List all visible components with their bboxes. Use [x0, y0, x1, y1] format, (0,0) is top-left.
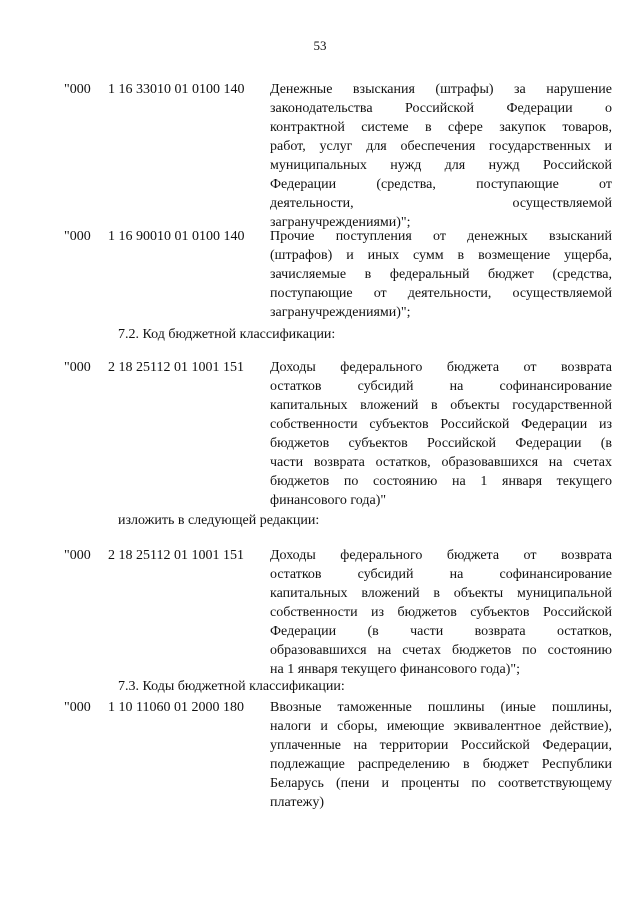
description-line: законодательства Российской Федерации о [270, 101, 612, 116]
page-number: 53 [313, 38, 327, 53]
description-line: деятельности, осуществляемой [270, 196, 612, 211]
classification-entry [64, 227, 612, 322]
classification-entry [64, 546, 612, 679]
budget-code: 1 10 11060 01 2000 180 [108, 700, 244, 715]
description-line: остатков субсидий на софинансирование [270, 567, 612, 582]
entry-prefix: "000 [64, 360, 91, 375]
description-line: Доходы федерального бюджета от возврата [270, 360, 612, 375]
classification-entry [64, 698, 612, 812]
entry-prefix: "000 [64, 548, 91, 563]
description-line: капитальных вложений в объекты муниципальной [270, 586, 612, 601]
entry-description [270, 227, 612, 322]
description-line: остатков субсидий на софинансирование [270, 379, 612, 394]
description-line: Денежные взыскания (штрафы) за нарушение [270, 82, 612, 97]
description-line: финансового года)" [270, 493, 387, 508]
description-line: бюджетов по состоянию на 1 января текущего [270, 474, 612, 489]
description-line: зачисляемые в федеральный бюджет (средства, [270, 267, 612, 282]
description-line: собственности из бюджетов субъектов Российской [270, 605, 612, 620]
description-line: части возврата остатков, образовавшихся на счетах [270, 455, 612, 470]
description-line: Федерации (средства, поступающие от [270, 177, 612, 192]
description-line: Федерации (в части возврата остатков, [270, 624, 612, 639]
replace-instruction: изложить в следующей редакции: [118, 513, 320, 528]
description-line: Доходы федерального бюджета от возврата [270, 548, 612, 563]
classification-entry [64, 358, 612, 510]
classification-entry [64, 80, 612, 232]
description-line: подлежащие распределению в бюджет Республики [270, 757, 612, 772]
description-line: муниципальных нужд для нужд Российской [270, 158, 612, 173]
description-line: на 1 января текущего финансового года)"; [270, 662, 521, 677]
description-line: образовавшихся на счетах бюджетов по состоянию [270, 643, 612, 658]
description-line: загранучреждениями)"; [270, 215, 411, 230]
section-heading-7-3: 7.3. Коды бюджетной классификации: [118, 679, 345, 694]
entry-prefix: "000 [64, 700, 91, 715]
description-line: контрактной системе в сфере закупок товаров, [270, 120, 612, 135]
section-heading-7-2: 7.2. Код бюджетной классификации: [118, 327, 336, 342]
description-line: капитальных вложений в объекты государственной [270, 398, 612, 413]
description-line: Прочие поступления от денежных взысканий [270, 229, 612, 244]
description-line: платежу) [270, 795, 324, 810]
entry-description [270, 80, 612, 232]
entry-description [270, 698, 612, 812]
description-line: Беларусь (пени и проценты по соответствующему [270, 776, 612, 791]
description-line: бюджетов субъектов Российской Федерации (в [270, 436, 612, 451]
entry-description [270, 358, 612, 510]
budget-code: 2 18 25112 01 1001 151 [108, 548, 244, 563]
description-line: работ, услуг для обеспечения государственных и [270, 139, 612, 154]
budget-code: 1 16 90010 01 0100 140 [108, 229, 245, 244]
entry-prefix: "000 [64, 229, 91, 244]
description-line: собственности субъектов Российской Федерации из [270, 417, 612, 432]
description-line: налоги и сборы, имеющие эквивалентное действие), [270, 719, 612, 734]
description-line: (штрафов) и иных сумм в возмещение ущерба, [270, 248, 612, 263]
description-line: уплаченные на территории Российской Федерации, [270, 738, 612, 753]
entry-description [270, 546, 612, 679]
budget-code: 1 16 33010 01 0100 140 [108, 82, 245, 97]
entry-prefix: "000 [64, 82, 91, 97]
description-line: Ввозные таможенные пошлины (иные пошлины, [270, 700, 612, 715]
description-line: загранучреждениями)"; [270, 305, 411, 320]
budget-code: 2 18 25112 01 1001 151 [108, 360, 244, 375]
description-line: поступающие от деятельности, осуществляемой [270, 286, 612, 301]
